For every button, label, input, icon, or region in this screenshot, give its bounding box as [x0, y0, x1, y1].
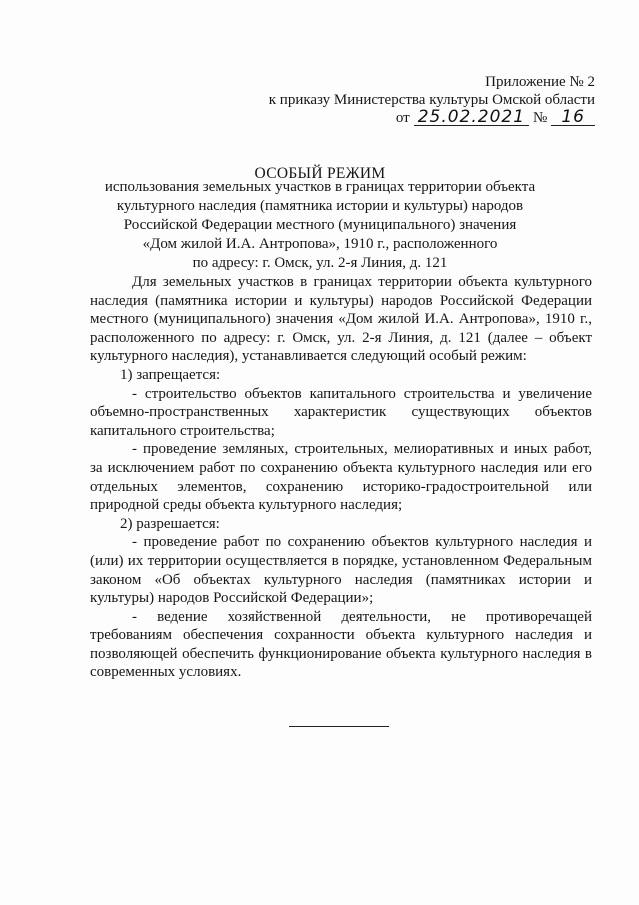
- section-2-item-1: - проведение работ по сохранению объектов культурного наследия и (или) их территории осуществляется в порядке, установленном Федеральным законом «Об объектах культурного наследия (памятниках истории и культуры) народов Российской Федерации»;: [90, 534, 592, 607]
- subtitle-line: культурного наследия (памятника истории и культуры) народов: [116, 198, 524, 214]
- section-1-heading: 1) запрещается:: [120, 366, 221, 383]
- number-prefix: №: [533, 110, 548, 126]
- document-title: ОСОБЫЙ РЕЖИМ: [254, 165, 386, 182]
- appendix-header: [269, 73, 595, 127]
- appendix-order-reference: к приказу Министерства культуры Омской области: [268, 92, 595, 108]
- subtitle-line: Российской Федерации местного (муниципального) значения: [123, 217, 517, 233]
- section-1-item-1: - строительство объектов капитального строительства и увеличение объемно-пространственных характеристик существующих объектов капитального строительства;: [90, 385, 592, 439]
- section-2-item-2: - ведение хозяйственной деятельности, не противоречащей требованиям обеспечения сохранности объекта культурного наследия и позволяющей обеспечить функционирование объекта культурного наследия в современных условиях.: [90, 608, 592, 681]
- document-body: [90, 273, 592, 682]
- date-prefix: от: [395, 110, 410, 126]
- handwritten-number: 16: [551, 109, 595, 126]
- document-subtitle: [80, 178, 560, 273]
- section-1-item-2: - проведение земляных, строительных, мелиоративных и иных работ, за исключением работ по сохранению объекта культурного наследия или его отдельных элементов, сохранению историко-градостроительной или природной среды объекта культурного наследия;: [90, 441, 592, 514]
- end-divider-line: [289, 726, 389, 727]
- subtitle-line: «Дом жилой И.А. Антропова», 1910 г., расположенного: [142, 236, 498, 252]
- section-2-heading: 2) разрешается:: [120, 515, 220, 532]
- order-date-number-row: [269, 109, 595, 127]
- appendix-number: Приложение № 2: [485, 74, 595, 90]
- subtitle-line: по адресу: г. Омск, ул. 2-я Линия, д. 121: [192, 255, 448, 271]
- subtitle-line: использования земельных участков в границах территории объекта: [104, 179, 536, 195]
- intro-paragraph: Для земельных участков в границах территории объекта культурного наследия (памятника истории и культуры) народов Российской Федерации местного (муниципального) значения «Дом жилой И.А. Антропова», 1910 г., расположенного по адресу: г. Омск, ул. 2-я Линия, д. 121 (далее – объект культурного наследия), устанавливается следующий особый режим:: [90, 274, 592, 365]
- handwritten-date: 25.02.2021: [414, 109, 529, 126]
